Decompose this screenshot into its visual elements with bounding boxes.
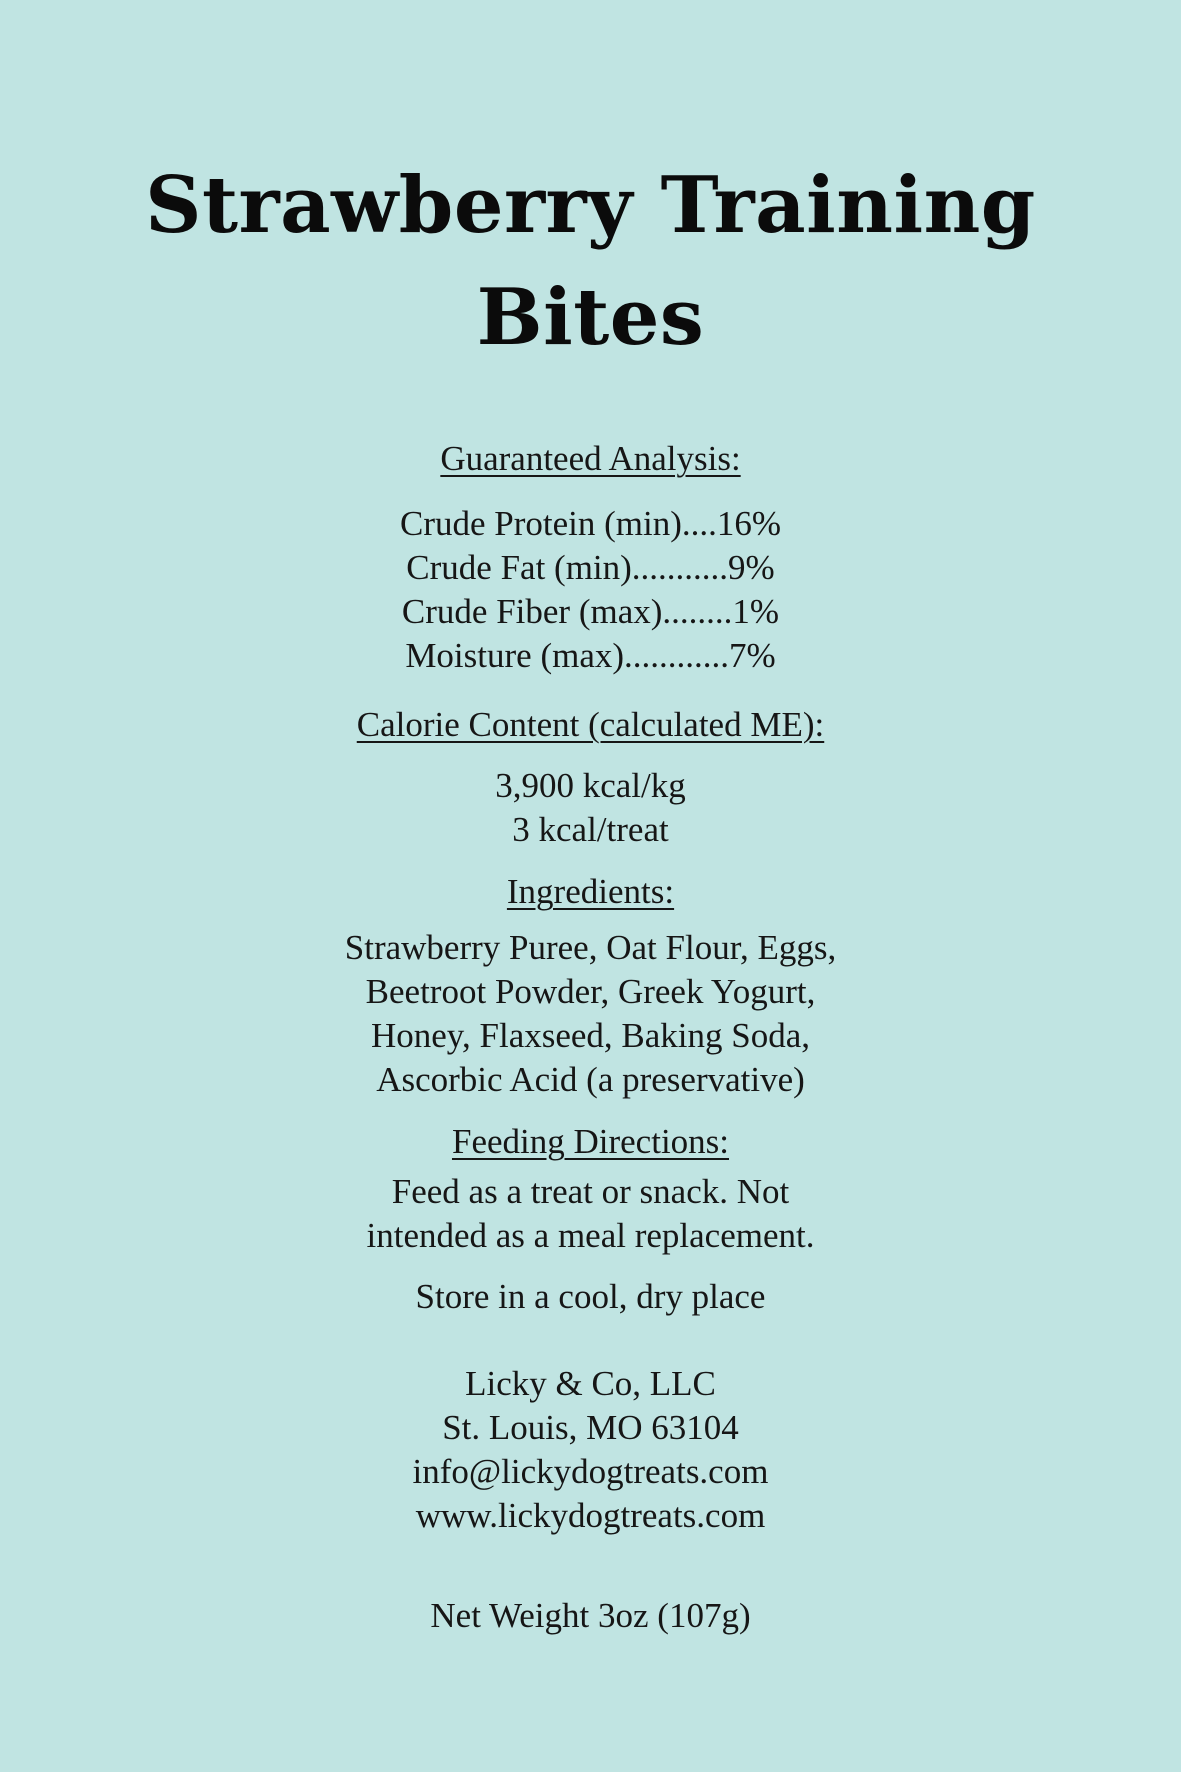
guaranteed-analysis-heading: Guaranteed Analysis: — [440, 439, 741, 478]
ingredients-heading: Ingredients: — [506, 872, 675, 911]
ingredients-line: Honey, Flaxseed, Baking Soda, — [370, 1016, 811, 1055]
analysis-row-fiber: Crude Fiber (max)........1% — [401, 592, 780, 631]
feeding-directions-text — [140, 1170, 1041, 1258]
ingredients-line: Strawberry Puree, Oat Flour, Eggs, — [344, 928, 837, 967]
feeding-directions-line: intended as a meal replacement. — [366, 1216, 815, 1255]
analysis-row-protein: Crude Protein (min)....16% — [399, 504, 782, 543]
product-title: Strawberry Training Bites — [145, 160, 1036, 363]
analysis-row-fat: Crude Fat (min)...........9% — [406, 548, 775, 587]
ingredients-line: Beetroot Powder, Greek Yogurt, — [365, 972, 816, 1011]
calorie-content-heading: Calorie Content (calculated ME): — [356, 705, 825, 744]
feeding-directions-heading: Feeding Directions: — [451, 1122, 730, 1161]
net-weight: Net Weight 3oz (107g) — [430, 1596, 751, 1635]
company-email: info@lickydogtreats.com — [412, 1452, 769, 1491]
company-info — [140, 1362, 1041, 1538]
company-address: St. Louis, MO 63104 — [442, 1408, 739, 1447]
calorie-per-kg: 3,900 kcal/kg — [495, 766, 686, 805]
ingredients-list — [140, 926, 1041, 1102]
company-name: Licky & Co, LLC — [465, 1364, 716, 1403]
ingredients-line: Ascorbic Acid (a preservative) — [376, 1060, 805, 1099]
guaranteed-analysis-list — [140, 502, 1041, 678]
feeding-directions-line: Feed as a treat or snack. Not — [391, 1172, 790, 1211]
calorie-content-list — [140, 764, 1041, 852]
company-website: www.lickydogtreats.com — [415, 1496, 766, 1535]
analysis-row-moisture: Moisture (max)............7% — [405, 636, 776, 675]
storage-instructions: Store in a cool, dry place — [415, 1277, 766, 1316]
calorie-per-treat: 3 kcal/treat — [512, 810, 669, 849]
